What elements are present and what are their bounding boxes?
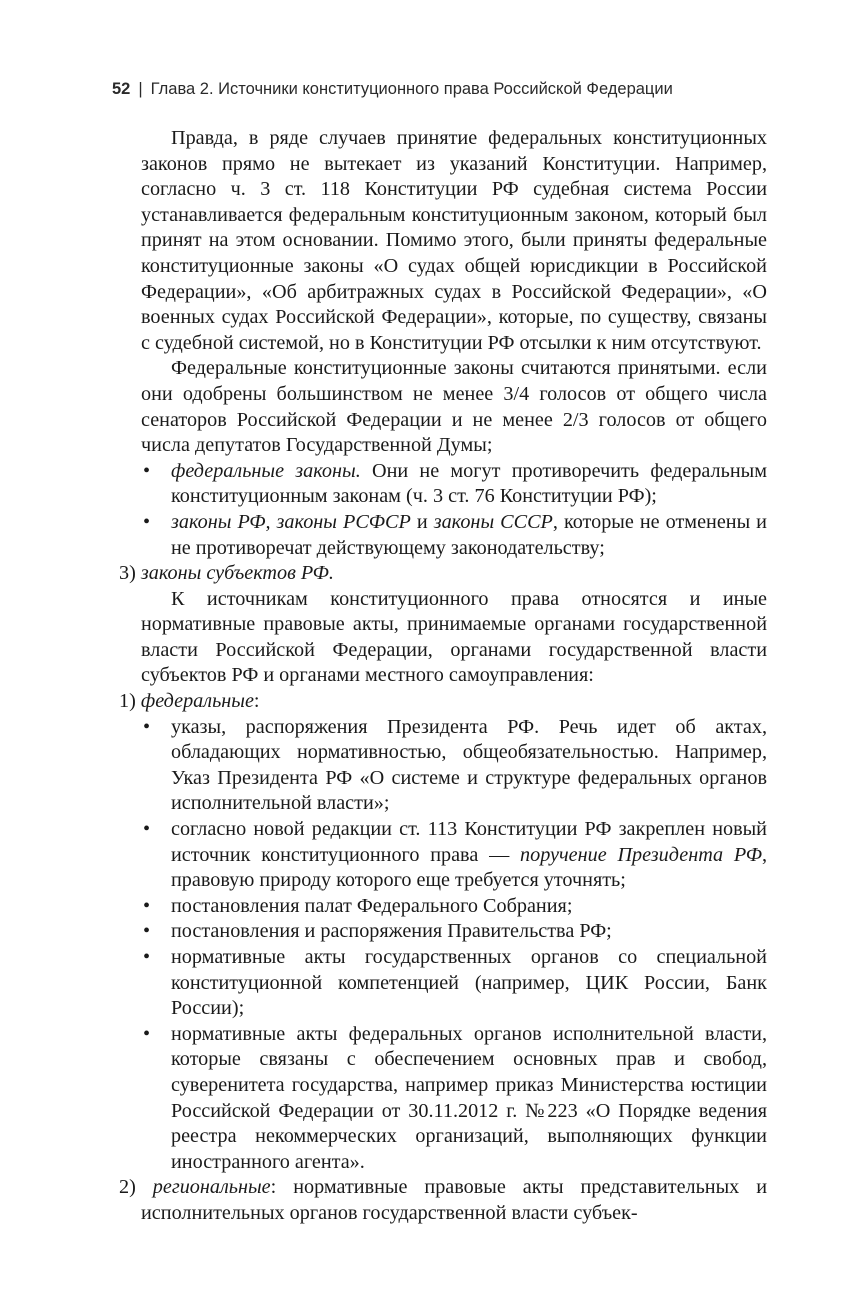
list-item-text: , правовую природу которого еще требуется уточнять; [171, 843, 767, 892]
item-number: 3) [119, 562, 136, 585]
list-item [141, 715, 767, 817]
paragraph: К источникам конституционного права относятся и иные нормативные правовые акты, принимаемые органами государственной власти Российской Федерации, органами государственной власти субъектов РФ и органами местного самоуправления: [141, 587, 767, 687]
numbered-item-term: федеральные [140, 690, 254, 713]
list-item [141, 510, 767, 561]
chapter-title: Глава 2. Источники конституционного права Российской Федерации [150, 80, 673, 98]
numbered-item-term: региональные [152, 1176, 271, 1199]
list-item-term: законы СССР [433, 510, 553, 533]
list-item [141, 459, 767, 510]
bullet-marker: • [143, 1022, 151, 1045]
numbered-item [119, 1175, 768, 1226]
list-item-term: поручение Президента РФ [520, 843, 762, 866]
page-number: 52 [112, 80, 131, 98]
list-item-text: и [410, 510, 434, 533]
header-separator: | [138, 80, 143, 98]
list-item-text: постановления и распоряжения Правительства РФ; [171, 920, 612, 943]
list-item-text: постановления палат Федерального Собрания; [171, 894, 573, 917]
list-item [141, 919, 767, 945]
numbered-item [119, 689, 767, 715]
bullet-marker: • [143, 920, 151, 943]
list-item-text: нормативные акты государственных органов со специальной конституционной компетенцией (например, ЦИК России, Банк России); [171, 946, 767, 1020]
paragraph: Федеральные конституционные законы считаются принятыми. если они одобрены большинством не менее 3/4 голосов от общего числа сенаторов Российской Федерации и не менее 2/3 голосов от общего числа депутатов Государственной Думы; [141, 357, 767, 457]
item-number: 1) [119, 690, 136, 713]
list-item [141, 1022, 767, 1176]
list-item-text: согласно новой редакции ст. 113 Конституции РФ закреплен новый источник конституционного права — [171, 818, 767, 866]
numbered-item-term: законы субъектов РФ. [140, 562, 334, 585]
list-item-text: указы, распоряжения Президента РФ. Речь идет об актах, обладающих нормативностью, общеобязательностью. Например, Указ Президента РФ «О системе и структуре федеральных органов исполнительной власти»; [171, 715, 767, 815]
body-text [119, 126, 768, 1227]
bullet-marker: • [143, 459, 151, 482]
list-item-text: нормативные акты федеральных органов исполнительной власти, которые связаны с обеспечением основных прав и свобод, суверенитета государства, например приказ Министерства юстиции Российской Федерации от 30.11.2012 г. №223 «О Порядке ведения реестра некоммерческих организаций, выполняющих функции иностранного агента». [171, 1022, 767, 1173]
paragraph: Правда, в ряде случаев принятие федеральных конституционных законов прямо не вытекает из указаний Конституции. Например, согласно ч. 3 ст. 118 Конституции РФ судебная система России устанавливается федеральным конституционным законом, который был принят на этом основании. Помимо этого, были приняты федеральные конституционные законы «О судах общей юрисдикции в Российской Федерации», «Об арбитражных судах в Российской Федерации», «О военных судах Российской Федерации», которые, по существу, связаны с судебной системой, но в Конституции РФ отсылки к ним отсутствуют. [141, 127, 767, 354]
list-item-term: законы РФ, законы РСФСР [171, 510, 411, 533]
bullet-marker: • [143, 894, 151, 917]
bullet-marker: • [143, 715, 151, 738]
list-item-text: , которые не отменены и не противоречат действующему законодательству; [171, 510, 767, 559]
running-head [112, 80, 673, 99]
bullet-marker: • [143, 946, 151, 968]
list-item-term: федеральные законы. [171, 459, 361, 482]
list-item [141, 817, 767, 894]
item-number: 2) [119, 1176, 136, 1199]
bullet-marker: • [143, 818, 151, 841]
numbered-item-text: : нормативные правовые акты представительных и исполнительных органов государственной власти субъек- [141, 1176, 768, 1224]
numbered-item-text: : [253, 690, 260, 713]
list-item [141, 945, 767, 1022]
list-item [141, 894, 767, 920]
list-item-text: Они не могут противоречить федеральным конституционным законам (ч. 3 ст. 76 Конституции РФ); [171, 459, 767, 508]
numbered-item [119, 561, 767, 587]
bullet-marker: • [143, 510, 151, 533]
